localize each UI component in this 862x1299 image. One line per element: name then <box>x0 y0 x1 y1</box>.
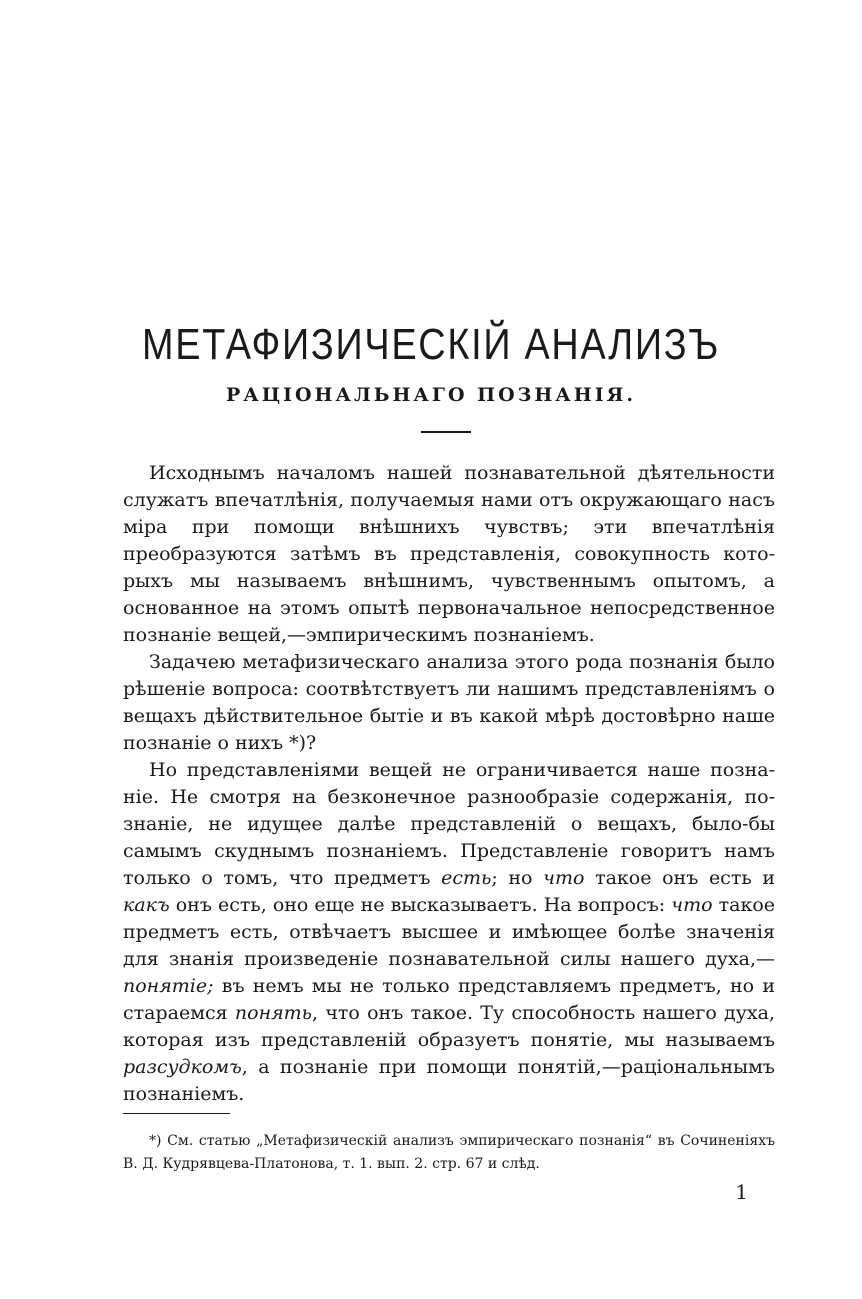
emphasis: что <box>543 867 585 889</box>
footnote-divider <box>123 1113 230 1114</box>
footnote: *) См. статью „Метафизическій анализъ эмпирическаго познанія“ въ Сочиненіяхъ В. Д. Кудрявцева-Платонова, т. 1. вып. 2. стр. 67 и слѣд. <box>123 1133 775 1172</box>
emphasis: что <box>671 894 713 916</box>
emphasis: понять <box>234 1002 313 1024</box>
page-title: МЕТАФИЗИЧЕСКІЙ АНАЛИЗЪ <box>141 320 720 369</box>
paragraph: Задачею метафизическаго анализа этого рода познанія было рѣшеніе вопроса: соотвѣтствуетъ ли нашимъ представленіямъ о вещахъ дѣйствительное бытіе и въ какой мѣрѣ достовѣрно наше познаніе о нихъ *)? <box>123 651 775 754</box>
paragraph: Но представленіями вещей не ограничивается наше познаніе. Не смотря на безконечное разнообразіе содержанія, познаніе, не идущее далѣе представленій о вещахъ, было-бы самымъ скуднымъ познаніемъ. Представленіе говоритъ намъ только о томъ, что предметъ есть; но что такое онъ есть и какъ онъ есть, оно еще не высказываетъ. На вопросъ: что такое предметъ есть, отвѣчаетъ высшее и имѣющее болѣе значенія для знанія произведеніе познавательной силы нашего духа,—понятіе; въ немъ мы не только представляемъ предметъ, но и стараемся понять, что онъ такое. Ту способность нашего духа, которая изъ представленій образуетъ понятіе, мы называемъ разсудкомъ, а познаніе при помощи понятій,—раціональнымъ познаніемъ. <box>123 759 776 1105</box>
page-number: 1 <box>735 1180 748 1204</box>
paragraph: Исходнымъ началомъ нашей познавательной дѣятельности служатъ впечатлѣнія, получаемыя нами отъ окружающаго насъ міра при помощи внѣшнихъ чувствъ; эти впечатлѣнія преобразуются затѣмъ въ представленія, совокупность которыхъ мы называемъ внѣшнимъ, чувственнымъ опытомъ, а основанное на этомъ опытѣ первоначальное непосредственное познаніе вещей,—эмпирическимъ познаніемъ. <box>123 462 775 646</box>
body-text <box>123 460 775 1108</box>
title-divider <box>421 431 471 433</box>
emphasis: разсудкомъ <box>123 1056 242 1078</box>
emphasis: есть <box>441 867 492 889</box>
emphasis: какъ <box>123 894 170 916</box>
page-subtitle: РАЦІОНАЛЬНАГО ПОЗНАНІЯ. <box>225 384 636 406</box>
emphasis: понятіе; <box>123 975 214 997</box>
